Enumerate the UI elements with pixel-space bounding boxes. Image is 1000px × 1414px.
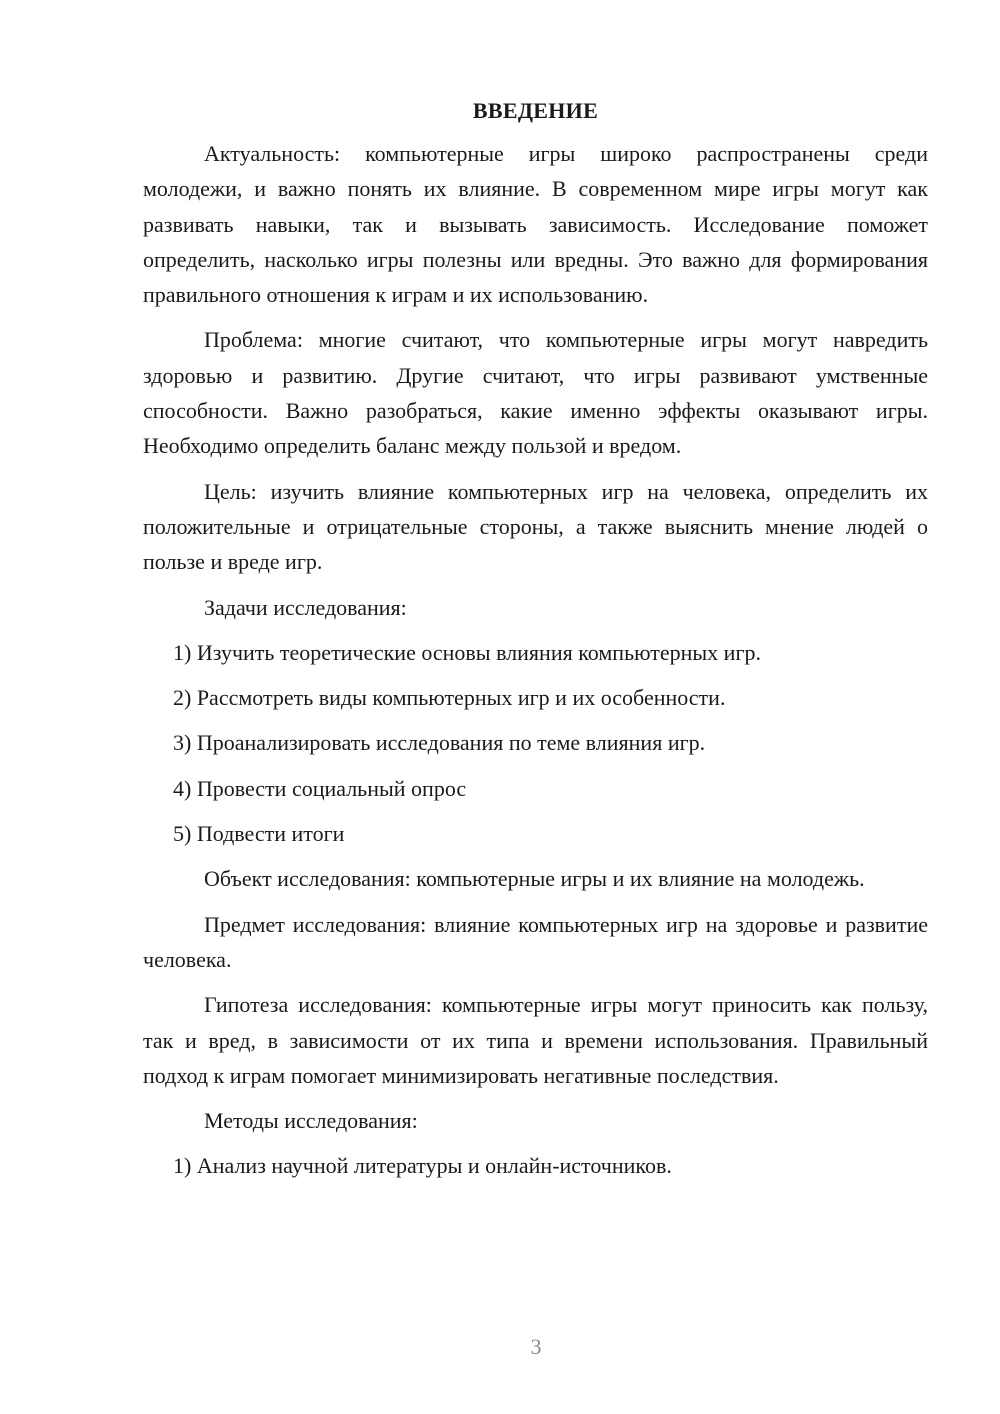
relevance-paragraph: Актуальность: компьютерные игры широко распространены среди молодежи, и важно понять их влияние. В современном мире игры могут как развивать навыки, так и вызывать зависимость. Исследование поможет определить, насколько игры полезны или вредны. Это важно для формирования правильного отношения к играм и их использованию. [143, 141, 928, 308]
page-number: 3 [530, 1334, 542, 1359]
list-item: 1) Анализ научной литературы и онлайн-источников. [173, 1153, 672, 1179]
list-item: 4) Провести социальный опрос [173, 775, 467, 801]
tasks-list [143, 635, 928, 851]
list-item: 3) Проанализировать исследования по теме влияния игр. [173, 730, 706, 756]
object-paragraph: Объект исследования: компьютерные игры и их влияние на молодежь. [204, 866, 865, 892]
list-item: 1) Изучить теоретические основы влияния компьютерных игр. [173, 639, 761, 665]
methods-list [143, 1148, 928, 1183]
goal-paragraph: Цель: изучить влияние компьютерных игр на человека, определить их положительные и отрицательные стороны, а также выяснить мнение людей о пользе и вреде игр. [143, 478, 928, 575]
section-heading: ВВЕДЕНИЕ [472, 98, 599, 123]
methods-title: Методы исследования: [204, 1108, 418, 1134]
tasks-title: Задачи исследования: [204, 594, 407, 620]
list-item: 2) Рассмотреть виды компьютерных игр и их особенности. [173, 685, 726, 711]
document-body [143, 96, 928, 1194]
hypothesis-paragraph: Гипотеза исследования: компьютерные игры могут приносить как пользу, так и вред, в зависимости от их типа и времени использования. Правильный подход к играм помогает минимизировать негативные последствия. [143, 992, 928, 1088]
problem-paragraph: Проблема: многие считают, что компьютерные игры могут навредить здоровью и развитию. Другие считают, что игры развивают умственные способности. Важно разобраться, какие именно эффекты оказывают игры. Необходимо определить баланс между пользой и вредом. [143, 327, 928, 459]
subject-paragraph: Предмет исследования: влияние компьютерных игр на здоровье и развитие человека. [143, 911, 928, 972]
list-item: 5) Подвести итоги [173, 821, 345, 847]
